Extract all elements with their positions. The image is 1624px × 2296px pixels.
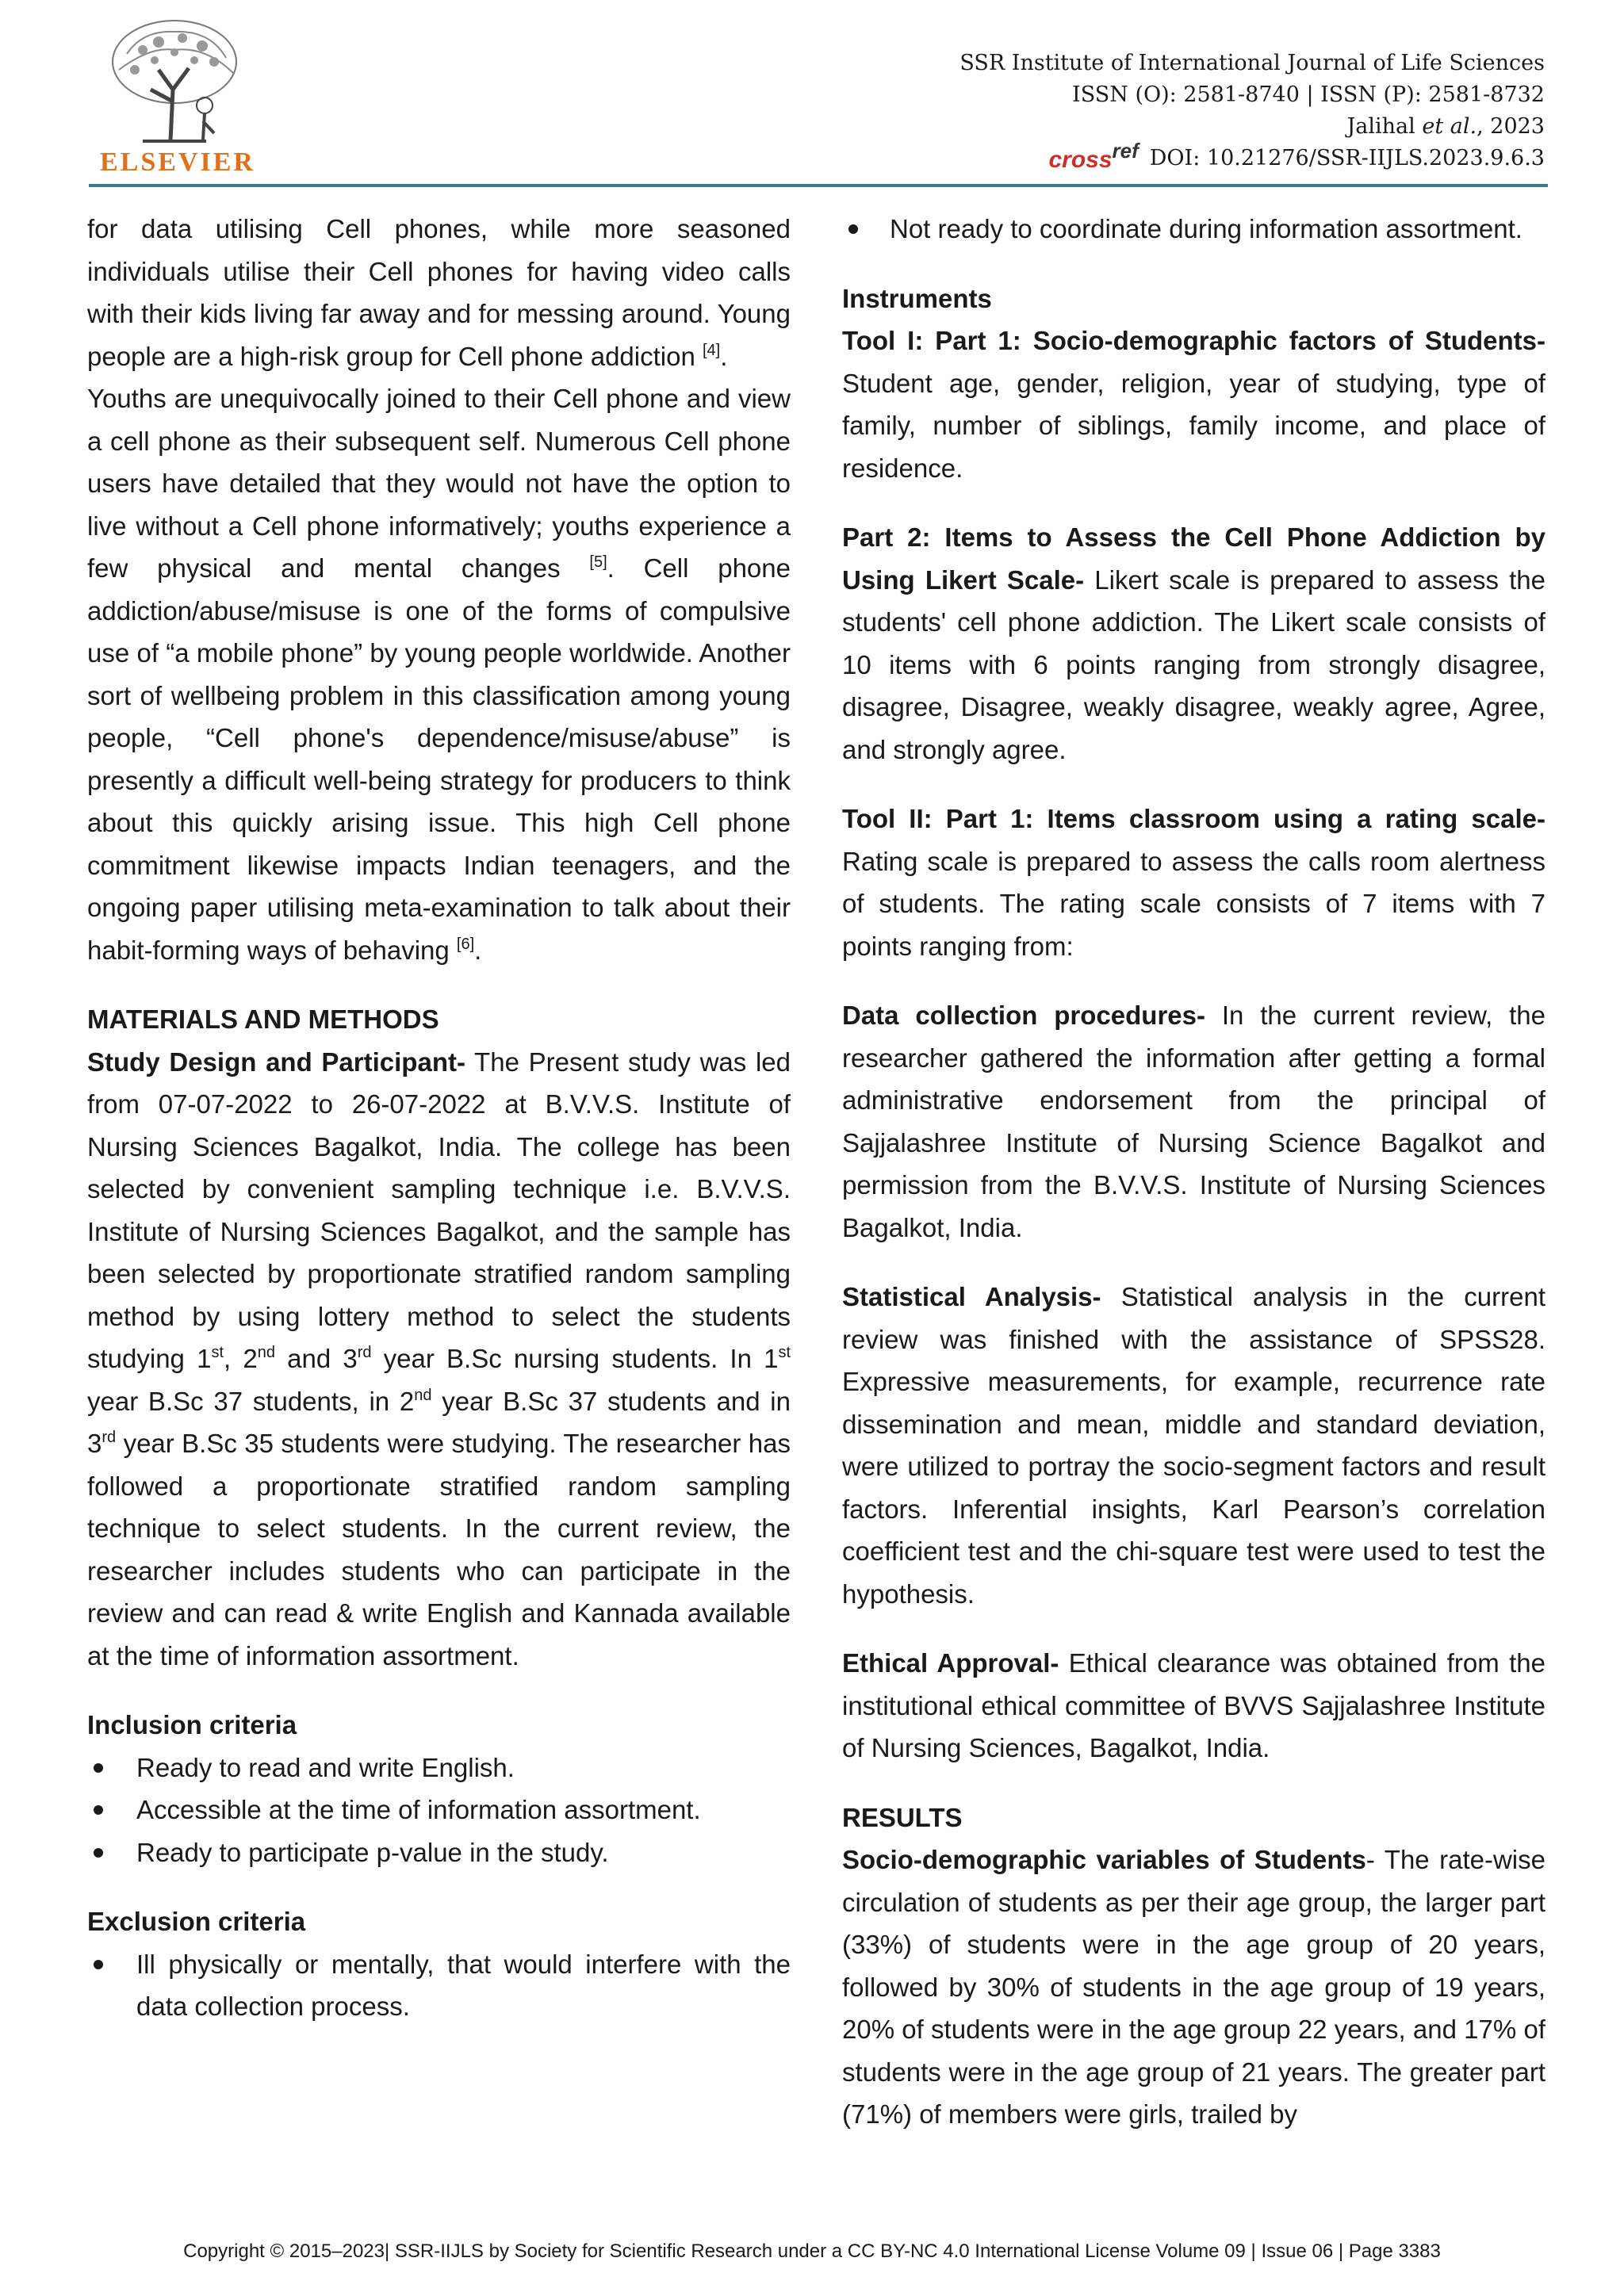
paragraph-tool-1: Tool I: Part 1: Socio-demographic factors of Students- Student age, gender, religion, year of studying, type of family, number of siblings, family income, and place of residence.: [842, 326, 1545, 483]
instruments-heading: Instruments: [842, 283, 992, 313]
exclusion-heading: Exclusion criteria: [87, 1907, 306, 1936]
paragraph-intro-1: for data utilising Cell phones, while more seasoned individuals utilise their Cell phones for having video calls with their kids living far away and for messing around. Young people are a high-risk group for Cell phone addiction [4].: [87, 214, 791, 371]
paragraph-tool-2: Tool II: Part 1: Items classroom using a rating scale- Rating scale is prepared to assess the calls room alertness of students. The rating scale consists of 7 items with 7 points ranging from:: [842, 804, 1545, 961]
exclusion-list-continued: [842, 208, 1545, 251]
list-item: Not ready to coordinate during information assortment.: [842, 208, 1545, 251]
page-footer: Copyright © 2015–2023| SSR-IIJLS by Society for Scientific Research under a CC BY-NC 4.0 International License Volume 09 | Issue 06 | Page 3383: [183, 2241, 1441, 2262]
left-column: [87, 208, 791, 2028]
citation-4[interactable]: [4]: [702, 341, 721, 359]
tree-icon: [95, 14, 254, 145]
paragraph-study-design: Study Design and Participant- The Present study was led from 07-07-2022 to 26-07-2022 at B.V.V.S. Institute of Nursing Sciences Bagalkot, India. The college has been selected by convenient sampling technique i.e. B.V.V.S. Institute of Nursing Sciences Bagalkot, and the sample has been selected by proportionate stratified random sampling method by using lottery method to select the students studying 1st, 2nd and 3rd year B.Sc nursing students. In 1st year B.Sc 37 students, in 2nd year B.Sc 37 students and in 3rd year B.Sc 35 students were studying. The researcher has followed a proportionate stratified random sampling technique to select students. In the current review, the researcher includes students who can participate in the review and can read & write English and Kannada available at the time of information assortment.: [87, 1047, 791, 1670]
header-divider: [89, 184, 1548, 187]
section-heading-methods: MATERIALS AND METHODS: [87, 1004, 439, 1034]
list-item: Ill physically or mentally, that would interfere with the data collection process.: [87, 1943, 791, 2028]
citation-6[interactable]: [6]: [456, 935, 475, 953]
paragraph-data-collection: Data collection procedures- In the current review, the researcher gathered the information after getting a formal administrative endorsement from the principal of Sajjalashree Institute of Nursing Science Bagalkot and permission from the B.V.V.S. Institute of Nursing Sciences Bagalkot, India.: [842, 1001, 1545, 1242]
author-line: Jalihal et al., 2023: [1346, 114, 1545, 139]
doi[interactable]: DOI: 10.21276/SSR-IIJLS.2023.9.6.3: [1149, 146, 1545, 170]
publisher-name: ELSEVIER: [100, 147, 255, 177]
paragraph-statistical-analysis: Statistical Analysis- Statistical analysis in the current review was finished with the assistance of SPSS28. Expressive measurements, for example, recurrence rate dissemination and mean, middle and standard deviation, were utilized to portray the socio-segment factors and result factors. Inferential insights, Karl Pearson’s correlation coefficient test and the chi-square test were used to test the hypothesis.: [842, 1282, 1545, 1609]
paragraph-part-2: Part 2: Items to Assess the Cell Phone Addiction by Using Likert Scale- Likert scale is prepared to assess the students' cell phone addiction. The Likert scale consists of 10 items with 6 points ranging from strongly disagree, disagree, Disagree, weakly disagree, weakly agree, Agree, and strongly agree.: [842, 522, 1545, 764]
issn: ISSN (O): 2581-8740 | ISSN (P): 2581-8732: [1072, 82, 1545, 107]
list-item: Accessible at the time of information assortment.: [87, 1789, 791, 1831]
list-item: Ready to participate p-value in the study.: [87, 1831, 791, 1874]
inclusion-list: [87, 1747, 791, 1874]
paragraph-ethical-approval: Ethical Approval- Ethical clearance was obtained from the institutional ethical committee of BVVS Sajjalashree Institute of Nursing Sciences, Bagalkot, India.: [842, 1648, 1545, 1762]
paragraph-intro-2: Youths are unequivocally joined to their Cell phone and view a cell phone as their subsequent self. Numerous Cell phone users have detailed that they would not have the option to live without a Cell phone informatively; youths experience a few physical and mental changes [5]. Cell phone addiction/abuse/misuse is one of the forms of compulsive use of “a mobile phone” by young people worldwide. Another sort of wellbeing problem in this classification among young people, “Cell phone's dependence/misuse/abuse” is presently a difficult well-being strategy for producers to think about this quickly arising issue. This high Cell phone commitment likewise impacts Indian teenagers, and the ongoing paper utilising meta-examination to talk about their habit-forming ways of behaving [6].: [87, 384, 791, 965]
journal-title: SSR Institute of International Journal of Life Sciences: [959, 51, 1545, 75]
right-column: [842, 208, 1545, 2136]
doi-line: [959, 139, 1545, 174]
exclusion-list: [87, 1943, 791, 2028]
elsevier-logo: [95, 14, 254, 178]
section-heading-results: RESULTS: [842, 1802, 963, 1832]
journal-info: [959, 48, 1545, 174]
inclusion-heading: Inclusion criteria: [87, 1710, 297, 1739]
crossref-logo[interactable]: crossref: [1048, 139, 1139, 173]
list-item: Ready to read and write English.: [87, 1747, 791, 1789]
page-header: [0, 0, 1624, 190]
paragraph-results: Socio-demographic variables of Students- The rate-wise circulation of students as per their age group, the larger part (33%) of students were in the age group of 20 years, followed by 30% of students in the age group of 19 years, 20% of students were in the age group 22 years, and 17% of students were in the age group of 21 years. The greater part (71%) of members were girls, trailed by: [842, 1845, 1545, 2129]
citation-5[interactable]: [5]: [589, 553, 607, 571]
